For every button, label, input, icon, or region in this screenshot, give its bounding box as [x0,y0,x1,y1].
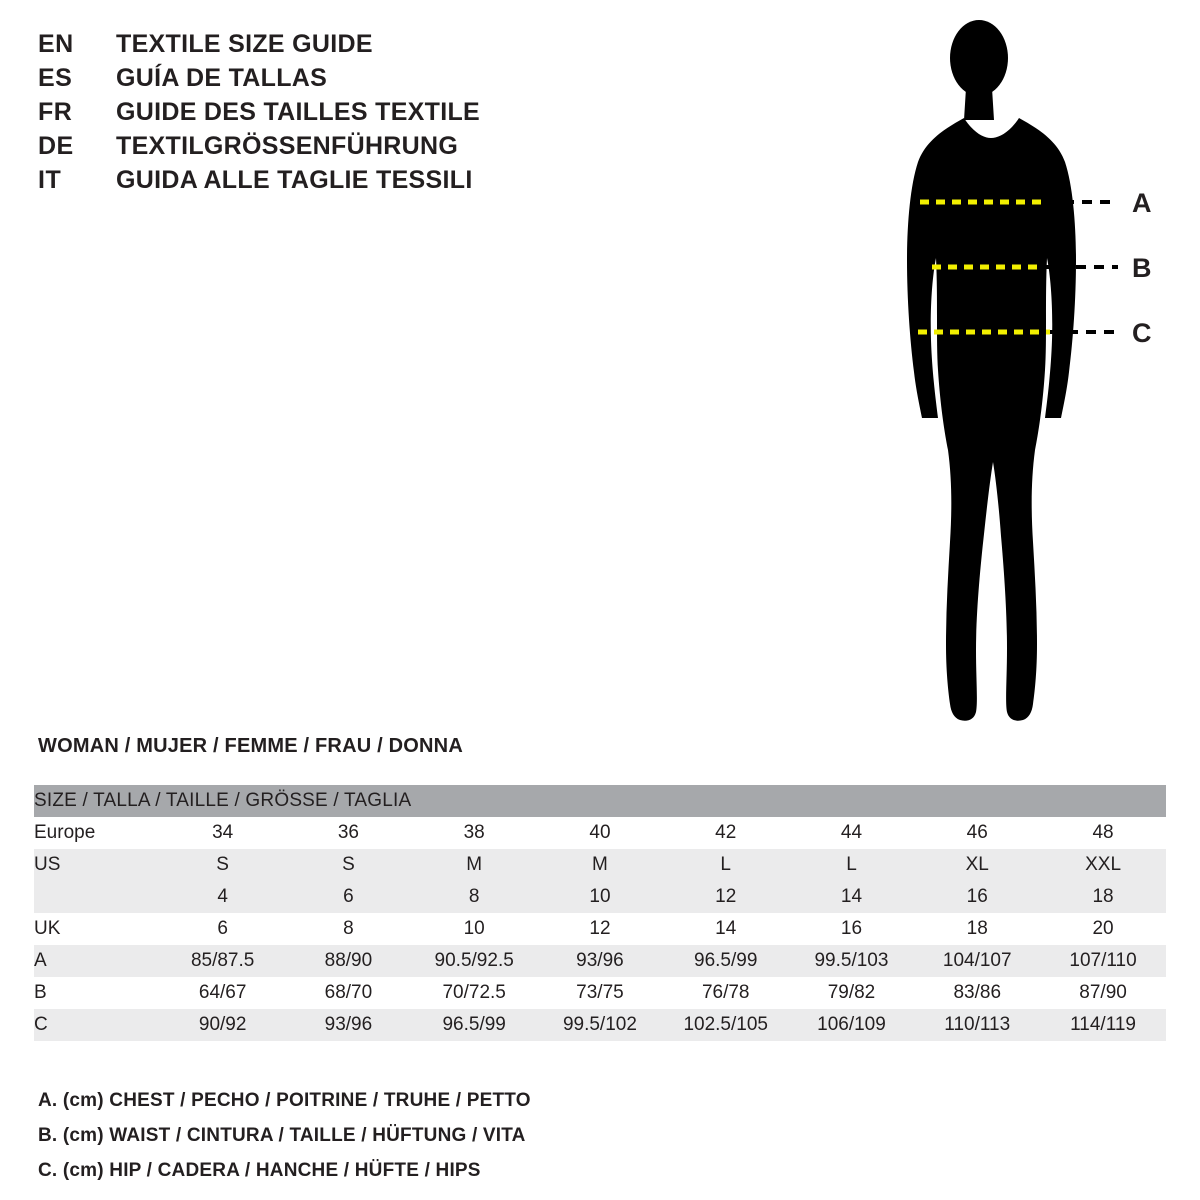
title-block [38,30,598,200]
cell: 106/109 [789,1009,915,1041]
cell: 8 [286,913,412,945]
title-text-en: TEXTILE SIZE GUIDE [116,30,373,58]
table-header-row [34,785,1166,817]
title-lang-fr: FR [38,98,73,126]
table-row [34,1009,1166,1041]
row-label: UK [34,913,160,945]
cell: 85/87.5 [160,945,286,977]
cell: 6 [286,881,412,913]
marker-label-a: A [1132,188,1152,218]
title-text-de: TEXTILGRÖSSENFÜHRUNG [116,132,459,160]
cell: XL [914,849,1040,881]
cell: 96.5/99 [411,1009,537,1041]
row-label: US [34,849,160,881]
cell: 4 [160,881,286,913]
title-row-fr [38,98,598,127]
cell: 114/119 [1040,1009,1166,1041]
woman-silhouette-icon [907,20,1076,721]
cell: XXL [1040,849,1166,881]
cell: 90.5/92.5 [411,945,537,977]
row-label: C [34,1009,160,1041]
title-lang-en: EN [38,30,74,58]
cell: 14 [789,881,915,913]
cell: 14 [663,913,789,945]
section-label-woman: WOMAN / MUJER / FEMME / FRAU / DONNA [38,735,463,757]
cell: 99.5/103 [789,945,915,977]
row-label: A [34,945,160,977]
title-lang-it: IT [38,166,62,194]
cell: 38 [411,817,537,849]
cell: L [789,849,915,881]
cell: 40 [537,817,663,849]
cell: M [537,849,663,881]
table-row [34,881,1166,913]
title-text-es: GUÍA DE TALLAS [116,64,328,92]
marker-label-b: B [1132,253,1152,283]
cell: 8 [411,881,537,913]
footnote-chest: A. (cm) CHEST / PECHO / POITRINE / TRUHE / PETTO [38,1090,531,1111]
cell: M [411,849,537,881]
footnote-hip: C. (cm) HIP / CADERA / HANCHE / HÜFTE / HIPS [38,1160,481,1181]
footnote-waist: B. (cm) WAIST / CINTURA / TAILLE / HÜFTUNG / VITA [38,1125,526,1146]
cell: 99.5/102 [537,1009,663,1041]
footnotes [38,1090,838,1195]
cell: 34 [160,817,286,849]
cell: 12 [537,913,663,945]
cell: 79/82 [789,977,915,1009]
table-row [34,849,1166,881]
female-silhouette-figure [860,10,1190,750]
cell: 44 [789,817,915,849]
cell: 46 [914,817,1040,849]
size-table-wrap [34,785,1166,1041]
table-row [34,977,1166,1009]
cell: 64/67 [160,977,286,1009]
cell: 76/78 [663,977,789,1009]
cell: 107/110 [1040,945,1166,977]
cell: S [160,849,286,881]
cell: 93/96 [537,945,663,977]
cell: 73/75 [537,977,663,1009]
row-label: Europe [34,817,160,849]
cell: 36 [286,817,412,849]
title-row-es [38,64,598,93]
cell: 10 [411,913,537,945]
cell: 16 [789,913,915,945]
cell: 18 [1040,881,1166,913]
title-lang-de: DE [38,132,74,160]
title-row-it [38,166,598,195]
table-row [34,913,1166,945]
cell: 10 [537,881,663,913]
table-row [34,945,1166,977]
title-lang-es: ES [38,64,73,92]
cell: 70/72.5 [411,977,537,1009]
cell: 20 [1040,913,1166,945]
size-table [34,785,1166,1041]
row-label [34,881,160,913]
table-row [34,817,1166,849]
title-text-it: GUIDA ALLE TAGLIE TESSILI [116,166,473,194]
row-label: B [34,977,160,1009]
cell: 68/70 [286,977,412,1009]
cell: 90/92 [160,1009,286,1041]
title-row-en [38,30,598,59]
cell: 87/90 [1040,977,1166,1009]
cell: 93/96 [286,1009,412,1041]
cell: 83/86 [914,977,1040,1009]
cell: 104/107 [914,945,1040,977]
cell: 88/90 [286,945,412,977]
cell: 42 [663,817,789,849]
cell: L [663,849,789,881]
title-text-fr: GUIDE DES TAILLES TEXTILE [116,98,481,126]
cell: 16 [914,881,1040,913]
cell: S [286,849,412,881]
cell: 102.5/105 [663,1009,789,1041]
marker-label-c: C [1132,318,1152,348]
cell: 110/113 [914,1009,1040,1041]
cell: 12 [663,881,789,913]
cell: 18 [914,913,1040,945]
cell: 6 [160,913,286,945]
title-row-de [38,132,598,161]
cell: 96.5/99 [663,945,789,977]
cell: 48 [1040,817,1166,849]
table-header-cell: SIZE / TALLA / TAILLE / GRÖSSE / TAGLIA [34,785,1166,817]
